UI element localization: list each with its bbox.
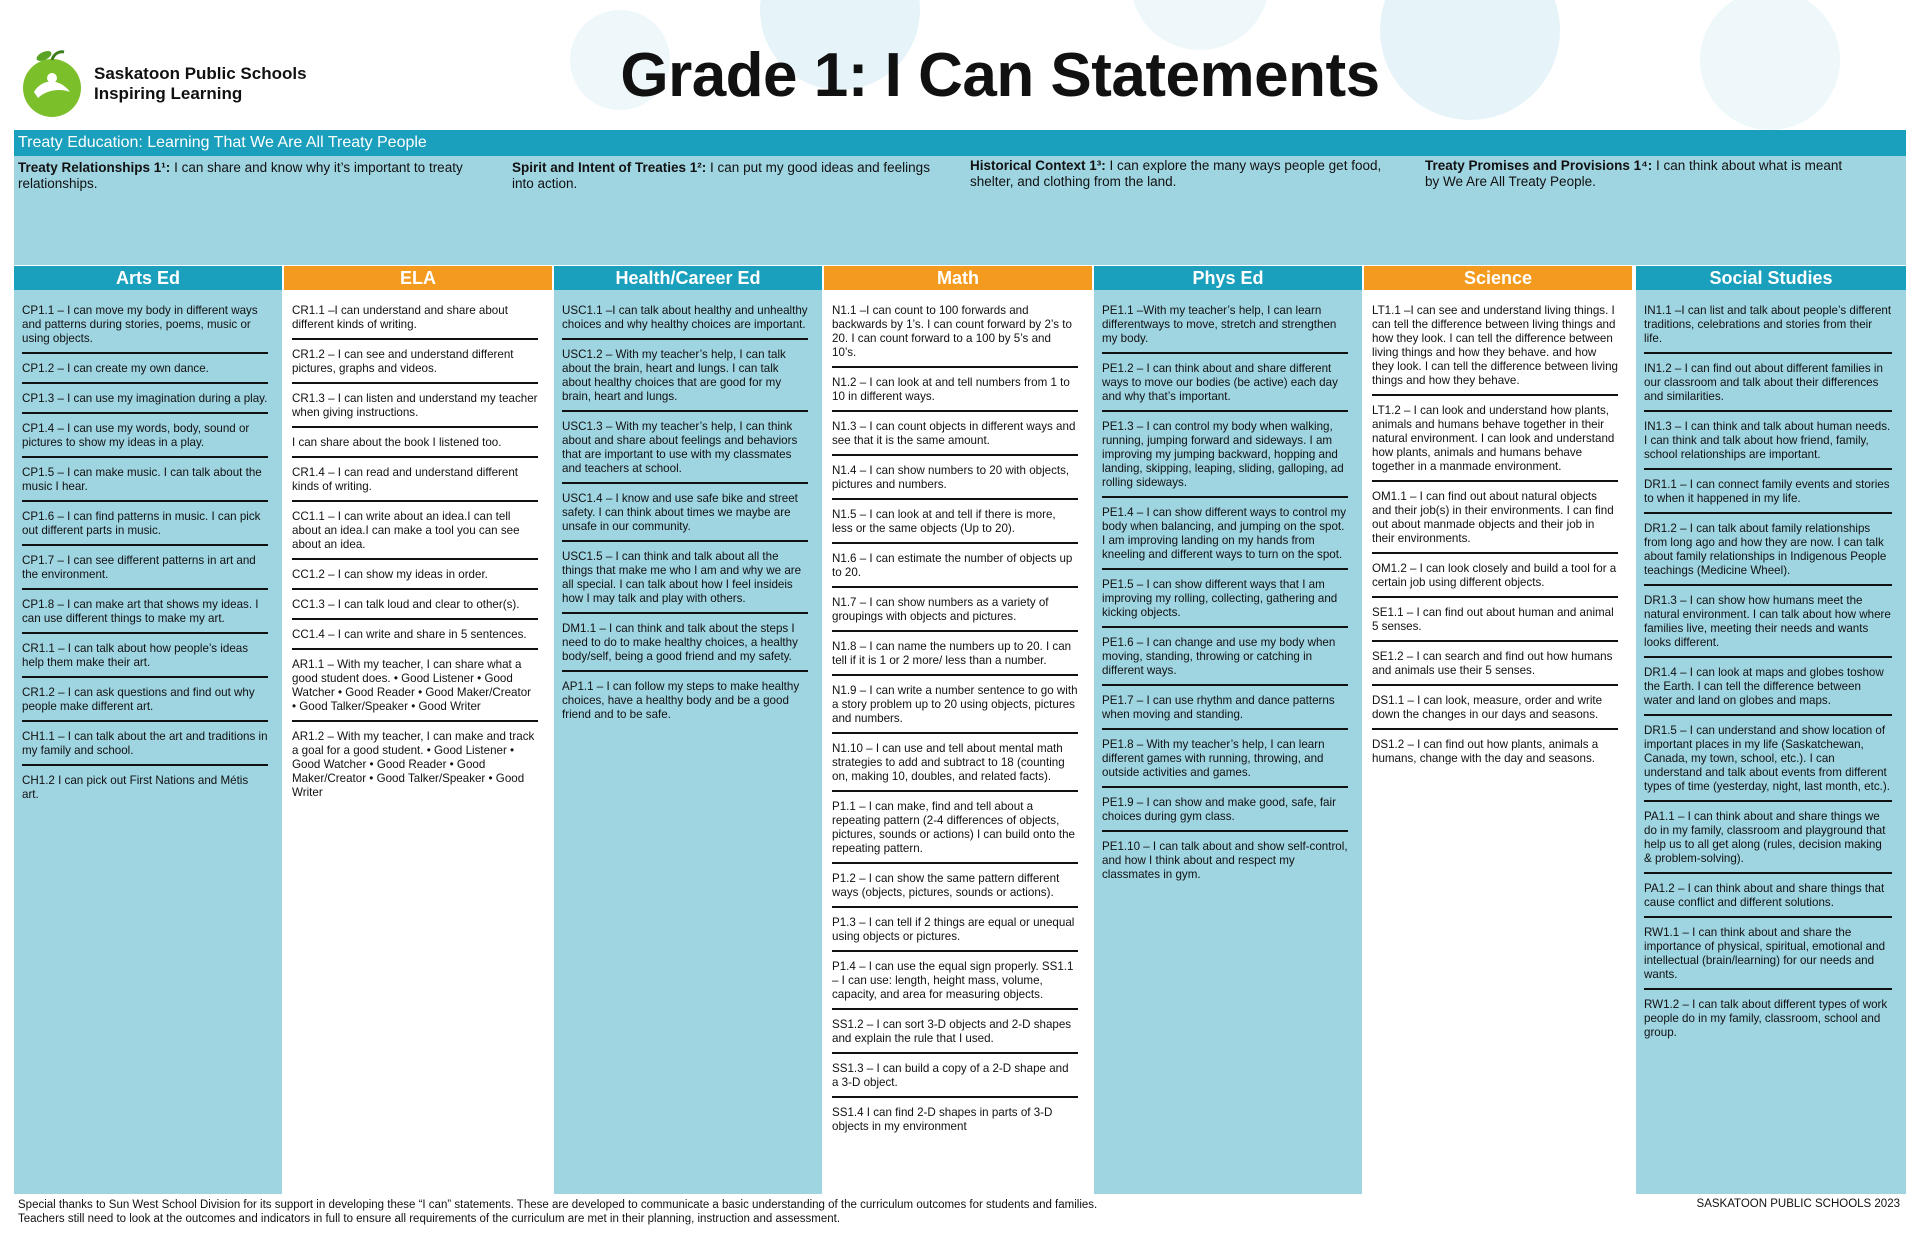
footer-note: Special thanks to Sun West School Division for its support in developing these “I can” statements. These are developed to communicate a basic understanding of the curriculum outcomes for students and families. Teachers still need to look at the outcomes and indicators in full to ensure all requirements of the curriculum are met in their planning, instruction and assessment. bbox=[18, 1199, 1098, 1225]
column-header: Social Studies bbox=[1636, 266, 1906, 290]
footer-credit: SASKATOON PUBLIC SCHOOLS 2023 bbox=[1696, 1198, 1900, 1210]
column-header: Phys Ed bbox=[1094, 266, 1362, 290]
treaty-label: Treaty Promises and Provisions 1⁴: bbox=[1425, 158, 1653, 173]
statement-item: SE1.1 – I can find out about human and animal 5 senses. bbox=[1372, 602, 1618, 642]
statement-item: OM1.2 – I can look closely and build a tool for a certain job using different objects. bbox=[1372, 558, 1618, 598]
statement-list bbox=[824, 290, 1092, 1140]
column-header: Arts Ed bbox=[14, 266, 282, 290]
statement-item: N1.7 – I can show numbers as a variety of groupings with objects and pictures. bbox=[832, 592, 1078, 632]
statement-item: N1.9 – I can write a number sentence to go with a story problem up to 20 using objects, pictures and numbers. bbox=[832, 680, 1078, 734]
statement-item: CP1.8 – I can make art that shows my ideas. I can use different things to make my art. bbox=[22, 594, 268, 634]
statement-item: CP1.3 – I can use my imagination during a play. bbox=[22, 388, 268, 414]
statement-item: CC1.4 – I can write and share in 5 sentences. bbox=[292, 624, 538, 650]
statement-item: PE1.7 – I can use rhythm and dance patterns when moving and standing. bbox=[1102, 690, 1348, 730]
statement-item: PE1.10 – I can talk about and show self-control, and how I think about and respect my classmates in gym. bbox=[1102, 840, 1348, 881]
statement-item: N1.5 – I can look at and tell if there is more, less or the same objects (Up to 20). bbox=[832, 504, 1078, 544]
statement-item: P1.3 – I can tell if 2 things are equal or unequal using objects or pictures. bbox=[832, 912, 1078, 952]
statement-item: PE1.1 –With my teacher’s help, I can learn differentways to move, stretch and strengthen my body. bbox=[1102, 300, 1348, 354]
statement-item: CP1.7 – I can see different patterns in art and the environment. bbox=[22, 550, 268, 590]
statement-item: DR1.4 – I can look at maps and globes toshow the Earth. I can tell the difference between water and land on globes and maps. bbox=[1644, 662, 1892, 716]
column-health-career-ed bbox=[554, 266, 822, 1194]
statement-item: N1.4 – I can show numbers to 20 with objects, pictures and numbers. bbox=[832, 460, 1078, 500]
statement-item: LT1.2 – I can look and understand how plants, animals and humans behave together in their natural environment. I can look and understand how plants, animals and humans behave together in a manmade environment. bbox=[1372, 400, 1618, 482]
statement-item: AR1.2 – With my teacher, I can make and track a goal for a good student. • Good Listener • Good Watcher • Good Reader • Good Maker/Creator • Good Talker/Speaker • Good Writer bbox=[292, 730, 535, 799]
statement-item: IN1.2 – I can find out about different families in our classroom and talk about their differences and similarities. bbox=[1644, 358, 1892, 412]
statement-list bbox=[14, 290, 282, 808]
treaty-label: Treaty Relationships 1¹: bbox=[18, 160, 171, 175]
statement-item: DS1.2 – I can find out how plants, animals a humans, change with the day and seasons. bbox=[1372, 738, 1599, 765]
statement-item: CP1.1 – I can move my body in different ways and patterns during stories, poems, music or using objects. bbox=[22, 300, 268, 354]
logo-school-name: Saskatoon Public Schools bbox=[94, 64, 307, 83]
column-header: Math bbox=[824, 266, 1092, 290]
statement-item: RW1.2 – I can talk about different types of work people do in my family, classroom, school and group. bbox=[1644, 998, 1888, 1039]
statement-item: PE1.8 – With my teacher’s help, I can learn different games with running, throwing, and outside activities and games. bbox=[1102, 734, 1348, 788]
statement-item: SS1.2 – I can sort 3-D objects and 2-D shapes and explain the rule that I used. bbox=[832, 1014, 1078, 1054]
treaty-item bbox=[18, 160, 498, 192]
statement-item: PA1.2 – I can think about and share things that cause conflict and different solutions. bbox=[1644, 878, 1892, 918]
statement-item: CH1.1 – I can talk about the art and traditions in my family and school. bbox=[22, 726, 268, 766]
statement-item: RW1.1 – I can think about and share the importance of physical, spiritual, emotional and intellectual (brain/learning) for our needs and wants. bbox=[1644, 922, 1892, 990]
treaty-text: I can share and know why it’s important to treaty relationships. bbox=[18, 160, 463, 191]
statement-item: DR1.5 – I can understand and show location of important places in my life (Saskatchewan, Canada, my town, school, etc.). I can understand and talk about events from different types of time (yesterday, night, last month, etc.). bbox=[1644, 720, 1892, 802]
page-title: Grade 1: I Can Statements bbox=[620, 41, 1380, 110]
column-math bbox=[824, 266, 1092, 1194]
treaty-text: I can explore the many ways people get food, shelter, and clothing from the land. bbox=[970, 158, 1382, 189]
column-ela bbox=[284, 266, 552, 1194]
school-logo bbox=[16, 48, 307, 120]
statement-item: SE1.2 – I can search and find out how humans and animals use their 5 senses. bbox=[1372, 646, 1618, 686]
column-header: ELA bbox=[284, 266, 552, 290]
statement-item: CP1.4 – I can use my words, body, sound or pictures to show my ideas in a play. bbox=[22, 418, 268, 458]
statement-item: USC1.1 –I can talk about healthy and unhealthy choices and why healthy choices are important. bbox=[562, 300, 808, 340]
statement-item: N1.10 – I can use and tell about mental math strategies to add and subtract to 18 (counting on, making 10, doubles, and related facts). bbox=[832, 738, 1078, 792]
statement-item: N1.2 – I can look at and tell numbers from 1 to 10 in different ways. bbox=[832, 372, 1078, 412]
statement-item: DR1.2 – I can talk about family relationships from long ago and how they are now. I can talk about family relationships in Indigenous People teachings (Medicine Wheel). bbox=[1644, 518, 1892, 586]
column-social-studies bbox=[1636, 266, 1906, 1194]
treaty-text: I can think about what is meant by We Are All Treaty People. bbox=[1425, 158, 1843, 189]
statement-item: CR1.4 – I can read and understand different kinds of writing. bbox=[292, 462, 538, 502]
statement-item: PE1.4 – I can show different ways to control my body when balancing, and jumping on the spot. I am improving landing on my hands from kneeling and different ways to turn on the spot. bbox=[1102, 502, 1348, 570]
column-science bbox=[1364, 266, 1632, 1194]
statement-item: DS1.1 – I can look, measure, order and write down the changes in our days and seasons. bbox=[1372, 690, 1618, 730]
statement-item: CC1.1 – I can write about an idea.I can tell about an idea.I can make a tool you can see about an idea. bbox=[292, 506, 538, 560]
statement-list bbox=[1636, 290, 1906, 1046]
treaty-label: Spirit and Intent of Treaties 1²: bbox=[512, 160, 707, 175]
statement-item: AR1.1 – With my teacher, I can share what a good student does. • Good Listener • Good Watcher • Good Reader • Good Maker/Creator • Good Talker/Speaker • Good Writer bbox=[292, 654, 538, 722]
apple-logo-icon bbox=[16, 48, 88, 120]
statement-item: USC1.5 – I can think and talk about all the things that make me who I am and why we are all special. I can talk about how I feel insideis how I may talk and play with others. bbox=[562, 546, 808, 614]
statement-item: P1.1 – I can make, find and tell about a repeating pattern (2-4 differences of objects, pictures, sounds or actions) I can build onto the repeating pattern. bbox=[832, 796, 1078, 864]
statement-item: I can share about the book I listened too. bbox=[292, 432, 538, 458]
statement-item: DM1.1 – I can think and talk about the steps I need to do to make healthy choices, a healthy body/self, being a good friend and my safety. bbox=[562, 618, 808, 672]
statement-item: SS1.3 – I can build a copy of a 2-D shape and a 3-D object. bbox=[832, 1058, 1078, 1098]
statement-item: N1.3 – I can count objects in different ways and see that it is the same amount. bbox=[832, 416, 1078, 456]
treaty-item bbox=[512, 160, 932, 192]
statement-item: CP1.6 – I can find patterns in music. I can pick out different parts in music. bbox=[22, 506, 268, 546]
treaty-item bbox=[1425, 158, 1845, 190]
statement-item: USC1.2 – With my teacher’s help, I can talk about the brain, heart and lungs. I can talk about healthy choices that are good for my brain, heart and lungs. bbox=[562, 344, 808, 412]
statement-item: PE1.9 – I can show and make good, safe, fair choices during gym class. bbox=[1102, 792, 1348, 832]
statement-item: CH1.2 I can pick out First Nations and Métis art. bbox=[22, 774, 249, 801]
statement-list bbox=[1364, 290, 1632, 772]
statement-item: DR1.1 – I can connect family events and stories to when it happened in my life. bbox=[1644, 474, 1892, 514]
statement-item: N1.1 –I can count to 100 forwards and backwards by 1’s. I can count forward by 2’s to 20. I can count forward to a 100 by 5’s and 10’s. bbox=[832, 300, 1078, 368]
statement-item: CR1.2 – I can see and understand different pictures, graphs and videos. bbox=[292, 344, 538, 384]
statement-item: PE1.5 – I can show different ways that I am improving my rolling, collecting, gathering and kicking objects. bbox=[1102, 574, 1348, 628]
column-phys-ed bbox=[1094, 266, 1362, 1194]
statement-item: N1.8 – I can name the numbers up to 20. I can tell if it is 1 or 2 more/ less than a number. bbox=[832, 636, 1078, 676]
logo-tagline: Inspiring Learning bbox=[94, 84, 243, 103]
statement-item: P1.4 – I can use the equal sign properly. SS1.1 – I can use: length, height mass, volume, capacity, and area for measuring objects. bbox=[832, 956, 1078, 1010]
statement-item: IN1.3 – I can think and talk about human needs. I can think and talk about how friend, family, school relationships are important. bbox=[1644, 416, 1892, 470]
statement-list bbox=[284, 290, 552, 806]
statement-item: CP1.5 – I can make music. I can talk about the music I hear. bbox=[22, 462, 268, 502]
statement-item: OM1.1 – I can find out about natural objects and their job(s) in their environments. I can find out about manmade objects and their job in their environments. bbox=[1372, 486, 1618, 554]
statement-item: IN1.1 –I can list and talk about people’s different traditions, celebrations and stories from their life. bbox=[1644, 300, 1892, 354]
statement-item: LT1.1 –I can see and understand living things. I can tell the difference between living things and how they look. I can tell the difference between living things and how they behave. and how they look. I can tell the difference between living things and how they behave. bbox=[1372, 300, 1618, 396]
statement-item: DR1.3 – I can show how humans meet the natural environment. I can talk about how where families live, meeting their needs and wants looks different. bbox=[1644, 590, 1892, 658]
statement-item: USC1.4 – I know and use safe bike and street safety. I can think about times we maybe are unsafe in our community. bbox=[562, 488, 808, 542]
statement-item: PE1.6 – I can change and use my body when moving, standing, throwing or catching in different ways. bbox=[1102, 632, 1348, 686]
treaty-text: I can put my good ideas and feelings into action. bbox=[512, 160, 930, 191]
column-arts-ed bbox=[14, 266, 282, 1194]
statement-item: CR1.3 – I can listen and understand my teacher when giving instructions. bbox=[292, 388, 538, 428]
statement-item: CC1.2 – I can show my ideas in order. bbox=[292, 564, 538, 590]
statement-item: USC1.3 – With my teacher’s help, I can think about and share about feelings and behaviors that are important to use with my classmates and teachers at school. bbox=[562, 416, 808, 484]
statement-item: AP1.1 – I can follow my steps to make healthy choices, have a healthy body and be a good friend and to be safe. bbox=[562, 680, 800, 721]
statement-item: CR1.1 –I can understand and share about different kinds of writing. bbox=[292, 300, 538, 340]
column-header: Health/Career Ed bbox=[554, 266, 822, 290]
statement-item: PE1.2 – I can think about and share different ways to move our bodies (be active) each day and why that’s important. bbox=[1102, 358, 1348, 412]
statement-item: CC1.3 – I can talk loud and clear to other(s). bbox=[292, 594, 538, 620]
statement-item: PA1.1 – I can think about and share things we do in my family, classroom and playground that help us to all get along (rules, decision making & problem-solving). bbox=[1644, 806, 1892, 874]
statement-list bbox=[1094, 290, 1362, 888]
statement-item: CR1.2 – I can ask questions and find out why people make different art. bbox=[22, 682, 268, 722]
column-header: Science bbox=[1364, 266, 1632, 290]
statement-item: PE1.3 – I can control my body when walking, running, jumping forward and sideways. I am improving my jumping backward, hopping and landing, skipping, leaping, sliding, galloping, ad rolling sideways. bbox=[1102, 416, 1348, 498]
treaty-item bbox=[970, 158, 1390, 190]
treaty-label: Historical Context 1³: bbox=[970, 158, 1106, 173]
statement-item: P1.2 – I can show the same pattern different ways (objects, pictures, sounds or actions). bbox=[832, 868, 1078, 908]
statement-item: CR1.1 – I can talk about how people’s ideas help them make their art. bbox=[22, 638, 268, 678]
statement-list bbox=[554, 290, 822, 728]
treaty-heading: Treaty Education: Learning That We Are All Treaty People bbox=[14, 130, 1906, 156]
statement-item: N1.6 – I can estimate the number of objects up to 20. bbox=[832, 548, 1078, 588]
statement-item: CP1.2 – I can create my own dance. bbox=[22, 358, 268, 384]
statement-item: SS1.4 I can find 2-D shapes in parts of 3-D objects in my environment bbox=[832, 1106, 1053, 1133]
